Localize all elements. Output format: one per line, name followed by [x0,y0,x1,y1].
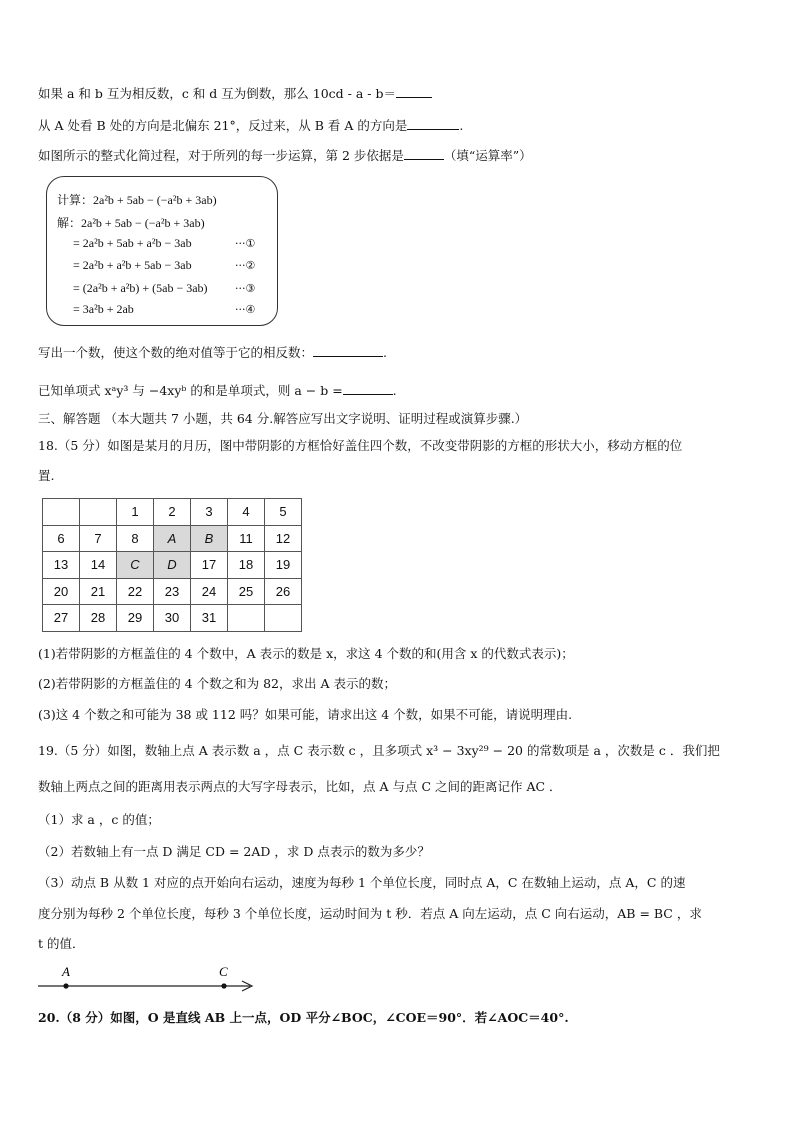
calc-line-1: 计算：2a²b + 5ab − (−a²b + 3ab) [57,193,217,207]
calendar-cell [80,499,117,526]
question-19-part-2: （2）若数轴上有一点 D 满足 CD = 2AD ，求 D 点表示的数为多少？ [38,844,430,859]
question-16 [38,343,387,361]
question-19-intro-cont: 数轴上两点之间的距离用表示两点的大写字母表示，比如，点 A 与点 C 之间的距离记作 AC ． [38,779,562,794]
calendar-table [42,498,302,632]
answer-blank [407,116,459,130]
question-15-hint: （填“运算率”） [443,148,532,163]
calendar-cell: 12 [265,525,302,552]
step-marker-2: ···② [235,259,256,272]
period: . [459,118,464,133]
answer-blank [396,84,432,98]
calendar-cell: 14 [80,552,117,579]
calendar-cell [43,499,80,526]
point-a [63,983,68,988]
calendar-row [43,578,302,605]
calendar-cell [265,605,302,632]
calc-line-4: = 2a²b + a²b + 5ab − 3ab [73,258,192,272]
question-17-text: 已知单项式 xᵃy³ 与 −4xyᵇ 的和是单项式，则 a − b = [38,383,343,398]
question-14-text: 从 A 处看 B 处的方向是北偏东 21°，反过来，从 B 看 A 的方向是 [38,118,408,133]
calendar-cell: 22 [117,578,154,605]
question-20: 20.（8 分）如图，O 是直线 AB 上一点，OD 平分∠BOC，∠COE＝90°．若∠AOC＝40°. [38,1010,569,1025]
question-19-part-1: （1）求 a ，c 的值； [38,812,160,827]
calendar-cell: 31 [191,605,228,632]
calendar-cell: 5 [265,499,302,526]
calendar-row [43,552,302,579]
calendar-cell: 20 [43,578,80,605]
calendar-cell: 18 [228,552,265,579]
calendar-cell: 6 [43,525,80,552]
question-18-part-3: (3)这 4 个数之和可能为 38 或 112 吗？如果可能，请求出这 4 个数，如果不可能，请说明理由. [38,707,573,722]
question-18-part-1: (1)若带阴影的方框盖住的 4 个数中，A 表示的数是 x，求这 4 个数的和(用含 x 的代数式表示)； [38,646,574,661]
calendar-cell: 29 [117,605,154,632]
calendar-cell: 21 [80,578,117,605]
calendar-cell: 7 [80,525,117,552]
calendar-cell: 26 [265,578,302,605]
step-marker-3: ···③ [235,282,256,295]
label-c: C [219,964,228,979]
calendar-cell: 30 [154,605,191,632]
question-19-part-3: （3）动点 B 从数 1 对应的点开始向右运动，速度为每秒 1 个单位长度，同时点 A，C 在数轴上运动，点 A，C 的速 [38,875,686,890]
calendar-cell: 8 [117,525,154,552]
answer-blank [404,146,444,160]
calendar-row [43,499,302,526]
label-a: A [62,964,70,979]
calendar-cell [228,605,265,632]
question-19-part-3-cont: 度分别为每秒 2 个单位长度，每秒 3 个单位长度，运动时间为 t 秒．若点 A 向左运动，点 C 向右运动，AB = BC ，求 [38,906,702,921]
calendar-cell: B [191,525,228,552]
question-14 [38,116,463,134]
calculation-box [46,176,278,326]
calendar-cell: 1 [117,499,154,526]
point-c [221,983,226,988]
calendar-cell: 28 [80,605,117,632]
calendar-row [43,605,302,632]
question-19-part-3-end: t 的值． [38,936,85,951]
question-18-part-2: (2)若带阴影的方框盖住的 4 个数之和为 82，求出 A 表示的数； [38,676,396,691]
answer-blank [313,343,383,357]
question-17 [38,381,397,399]
question-15 [38,146,532,164]
calendar-cell: C [117,552,154,579]
calendar-cell: D [154,552,191,579]
calendar-cell: 24 [191,578,228,605]
calc-line-6: = 3a²b + 2ab [73,302,134,316]
calendar-cell: 25 [228,578,265,605]
number-line-figure [36,962,260,998]
calendar-cell: 19 [265,552,302,579]
calc-line-5: = (2a²b + a²b) + (5ab − 3ab) [73,281,208,295]
question-13-text: 如果 a 和 b 互为相反数，c 和 d 互为倒数，那么 10cd - a - b＝ [38,86,396,101]
calendar-cell: 17 [191,552,228,579]
calendar-cell: A [154,525,191,552]
answer-blank [343,381,393,395]
calendar-cell: 27 [43,605,80,632]
calendar-cell: 23 [154,578,191,605]
question-18-intro-cont: 置. [38,468,55,483]
calendar-cell: 13 [43,552,80,579]
calendar-cell: 3 [191,499,228,526]
question-16-text: 写出一个数，使这个数的绝对值等于它的相反数： [38,345,314,360]
question-13 [38,84,432,102]
question-19-intro: 19.（5 分）如图，数轴上点 A 表示数 a ，点 C 表示数 c ，且多项式 x³ − 3xy²⁹ − 20 的常数项是 a ，次数是 c ．我们把 [38,743,720,758]
question-18-intro: 18.（5 分）如图是某月的月历，图中带阴影的方框恰好盖住四个数，不改变带阴影的方框的形状大小，移动方框的位 [38,438,683,453]
step-marker-4: ···④ [235,303,256,316]
step-marker-1: ···① [235,237,256,250]
calendar-cell: 2 [154,499,191,526]
calc-line-2: 解：2a²b + 5ab − (−a²b + 3ab) [57,216,205,230]
calendar-cell: 4 [228,499,265,526]
period: . [383,345,387,360]
section-heading: 三、解答题 （本大题共 7 小题，共 64 分.解答应写出文字说明、证明过程或演算步骤.） [38,411,528,426]
calc-line-3: = 2a²b + 5ab + a²b − 3ab [73,236,192,250]
period: . [392,383,397,398]
calendar-cell: 11 [228,525,265,552]
question-15-text: 如图所示的整式化简过程，对于所列的每一步运算，第 2 步依据是 [38,148,404,163]
calendar-row [43,525,302,552]
